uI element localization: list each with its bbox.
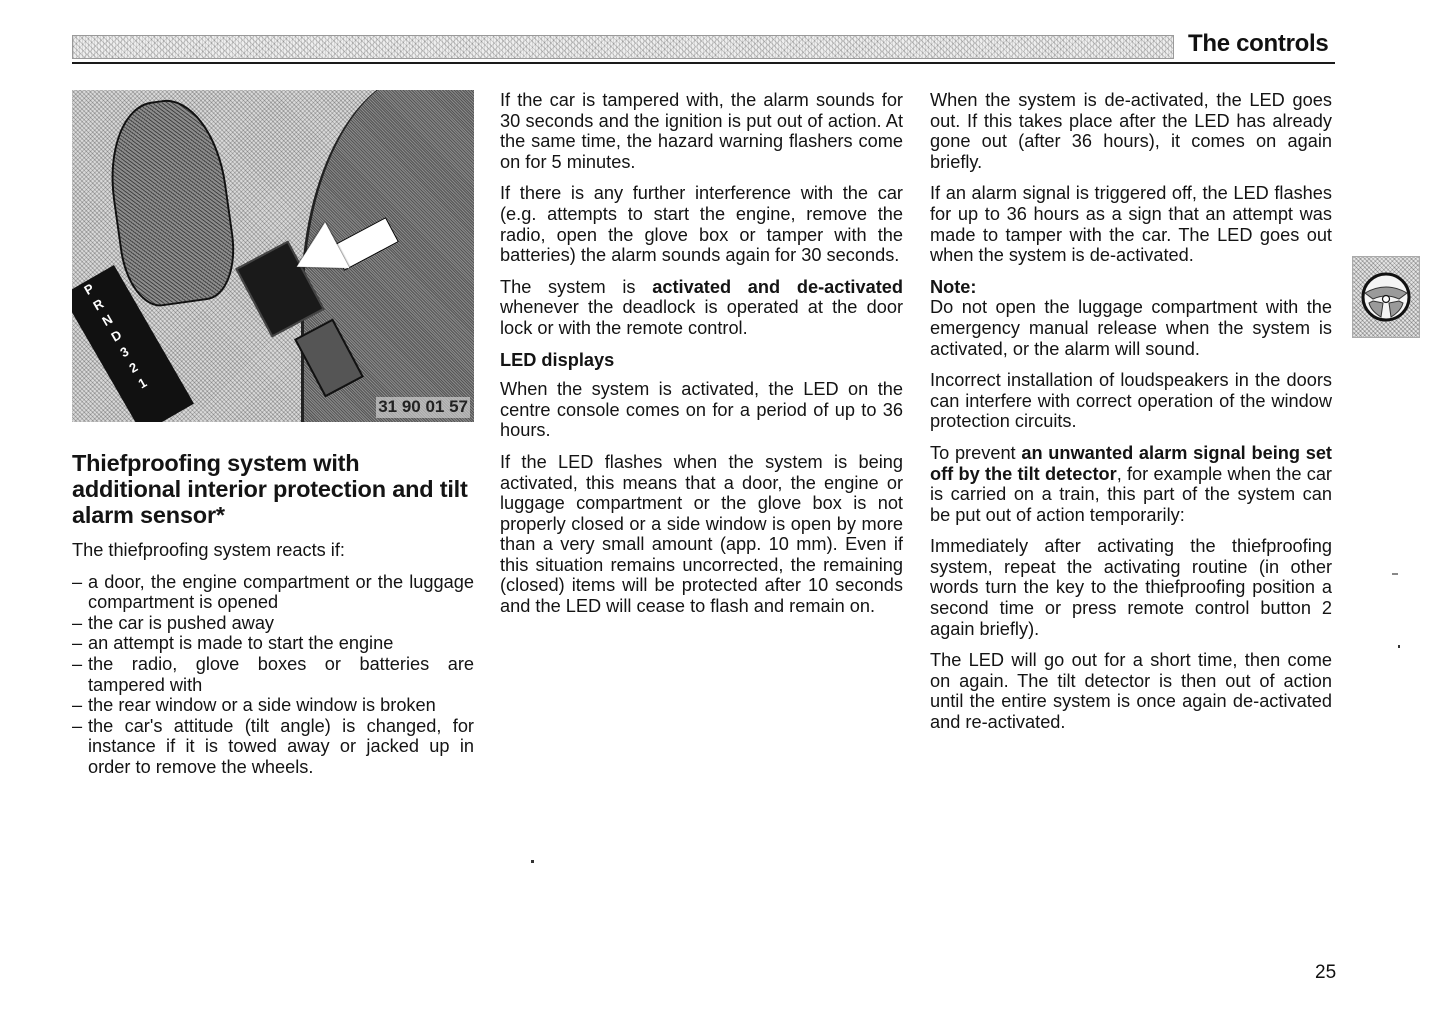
column-1 (72, 90, 474, 778)
scan-speck (1392, 573, 1398, 575)
section-title: The controls (1188, 30, 1329, 57)
paragraph: To prevent an unwanted alarm signal being set off by the tilt detector, for example when the car is carried on a train, this part of the system can be put out of action temporarily: (930, 442, 1332, 525)
list-item: – an attempt is made to start the engine (72, 633, 394, 654)
section-heading: Thiefproofing system with additional interior protection and tilt alarm sensor* (72, 450, 468, 528)
paragraph: If there is any further interference with the car (e.g. attempts to start the engine, remove the radio, open the glove box or tamper with the batteries) the alarm sounds again for 30 seconds. (500, 183, 903, 266)
figure-reference-code: 31 90 01 57 (378, 397, 468, 417)
paragraph: The LED will go out for a short time, then come on again. The tilt detector is then out of action until the entire system is once again de-activated and re-activated. (930, 650, 1332, 733)
column-3 (930, 90, 1332, 744)
note-label: Note: (930, 276, 977, 297)
paragraph: If the LED flashes when the system is being activated, this means that a door, the engine or luggage compartment or the glove box is not properly closed or a side window is open by more than a very small amount (app. 10 mm). Even if this situation remains uncorrected, the remaining (closed) items will be protected after 10 seconds and the LED will cease to flash and remain on. (500, 451, 903, 617)
list-item: – the radio, glove boxes or batteries are tampered with (72, 653, 474, 695)
paragraph: When the system is de-activated, the LED goes out. If this takes place after the LED has already gone out (after 36 hours), it comes on again briefly. (930, 90, 1332, 172)
steering-wheel-icon (1359, 267, 1413, 327)
list-item: – the car is pushed away (72, 612, 275, 633)
header-pattern-band (72, 35, 1174, 59)
note-text: Do not open the luggage compartment with the emergency manual release when the system is activated, or the alarm will sound. (930, 297, 1332, 359)
list-item: – a door, the engine compartment or the luggage compartment is opened (72, 571, 474, 613)
column-2 (500, 90, 903, 628)
paragraph: When the system is activated, the LED on the centre console comes on for a period of up to 36 hours. (500, 379, 903, 441)
scan-speck (531, 860, 534, 863)
subheading-led-displays: LED displays (500, 349, 615, 370)
paragraph: If an alarm signal is triggered off, the LED flashes for up to 36 hours as a sign that an attempt was made to tamper with the car. The LED goes out when the system is de-activated. (930, 183, 1332, 266)
gear-position-indicator: P R N D 3 2 1 (72, 265, 194, 422)
list-item: – the car's attitude (tilt angle) is changed, for instance if it is towed away or jacked up in order to remove the wheels. (72, 715, 474, 777)
header-divider (72, 62, 1335, 64)
paragraph: Incorrect installation of loudspeakers in the doors can interfere with correct operation of the window protection circuits. (930, 370, 1332, 432)
paragraph: If the car is tampered with, the alarm sounds for 30 seconds and the ignition is put out of action. At the same time, the hazard warning flashers come on for 5 minutes. (500, 90, 903, 172)
list-item: – the rear window or a side window is broken (72, 695, 436, 716)
intro-text: The thiefproofing system reacts if: (72, 540, 345, 560)
page-number: 25 (1315, 962, 1337, 983)
gear-selector-illustration (72, 90, 474, 422)
scan-speck (1398, 645, 1400, 648)
chapter-thumb-tab (1352, 256, 1420, 338)
trigger-list (72, 572, 474, 778)
paragraph: Immediately after activating the thiefproofing system, repeat the activating routine (in other words turn the key to the thiefproofing position a second time or press remote control button 2 again briefly). (930, 536, 1332, 639)
paragraph: The system is activated and de-activated whenever the deadlock is operated at the door lock or with the remote control. (500, 276, 903, 338)
